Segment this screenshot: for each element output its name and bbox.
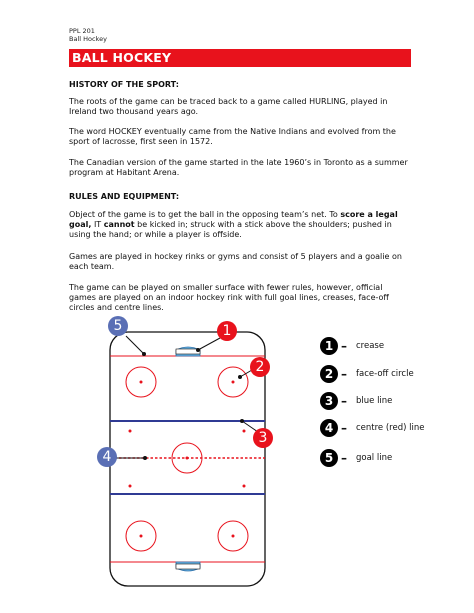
legend-dash: – xyxy=(341,421,347,435)
course-code: PPL 201 xyxy=(69,27,95,35)
legend-dash: – xyxy=(341,451,347,465)
legend-label: centre (red) line xyxy=(356,423,425,433)
course-subject: Ball Hockey xyxy=(69,35,107,43)
legend-number: 2 xyxy=(320,365,338,383)
rules-text: IT xyxy=(91,220,104,229)
history-paragraph-3: The Canadian version of the game started in the late 1960’s in Toronto as a summer program at Habitant Arena. xyxy=(69,158,408,177)
page-title: BALL HOCKEY xyxy=(69,49,411,67)
faceoff-dot xyxy=(129,430,132,433)
legend-dash: – xyxy=(341,339,347,353)
rules-paragraph-3: The game can be played on smaller surface with fewer rules, however, official games are played on an indoor hockey rink with full goal lines, creases, face-off circles and centre lines. xyxy=(69,283,389,312)
rules-emphasis: cannot xyxy=(103,220,135,229)
legend-label: face-off circle xyxy=(356,369,414,379)
callout-centre-line xyxy=(97,447,117,467)
rules-text: be kicked in; struck with a stick above the shoulders; pushed in using the hand; or while a player is offside. xyxy=(69,220,392,239)
legend-dash: – xyxy=(341,367,347,381)
history-paragraph-1: The roots of the game can be traced back to a game called HURLING, played in Ireland two thousand years ago. xyxy=(69,97,388,116)
history-heading: HISTORY OF THE SPORT: xyxy=(69,80,179,89)
legend-number: 3 xyxy=(320,392,338,410)
rules-paragraph-2: Games are played in hockey rinks or gyms and consist of 5 players and a goalie on each team. xyxy=(69,252,402,271)
legend-dash: – xyxy=(341,394,347,408)
rules-emphasis: score a legal goal, xyxy=(69,210,398,229)
goal-net-bottom xyxy=(176,564,200,569)
faceoff-dot xyxy=(243,430,246,433)
callout-goal-line xyxy=(108,316,128,336)
legend-number: 4 xyxy=(320,419,338,437)
pointer-dot-3 xyxy=(240,419,244,423)
callout-blue-line xyxy=(253,428,273,448)
legend-label: blue line xyxy=(356,396,393,406)
callout-number: 5 xyxy=(113,318,123,334)
pointer-dot-5 xyxy=(142,352,146,356)
pointer-dot-2 xyxy=(238,375,242,379)
faceoff-dot xyxy=(140,381,143,384)
faceoff-dot xyxy=(232,535,235,538)
legend-label: goal line xyxy=(356,453,393,463)
history-paragraph-2: The word HOCKEY eventually came from the Native Indians and evolved from the sport of lacrosse, first seen in 1572. xyxy=(69,127,396,146)
callout-number: 4 xyxy=(102,449,112,465)
pointer-dot-4 xyxy=(143,456,147,460)
faceoff-dot xyxy=(232,381,235,384)
callout-number: 1 xyxy=(222,323,232,339)
callout-number: 2 xyxy=(255,359,265,375)
legend-number: 1 xyxy=(320,337,338,355)
legend-number: 5 xyxy=(320,449,338,467)
faceoff-dot xyxy=(129,485,132,488)
callout-crease xyxy=(217,321,237,341)
callout-faceoff-circle xyxy=(250,357,270,377)
callout-number: 3 xyxy=(258,430,268,446)
pointer-dot-1 xyxy=(196,348,200,352)
faceoff-dot xyxy=(243,485,246,488)
faceoff-dot xyxy=(140,535,143,538)
rules-heading: RULES AND EQUIPMENT: xyxy=(69,192,180,201)
rules-text: Object of the game is to get the ball in the opposing team’s net. To xyxy=(69,210,341,219)
legend-label: crease xyxy=(356,341,385,351)
